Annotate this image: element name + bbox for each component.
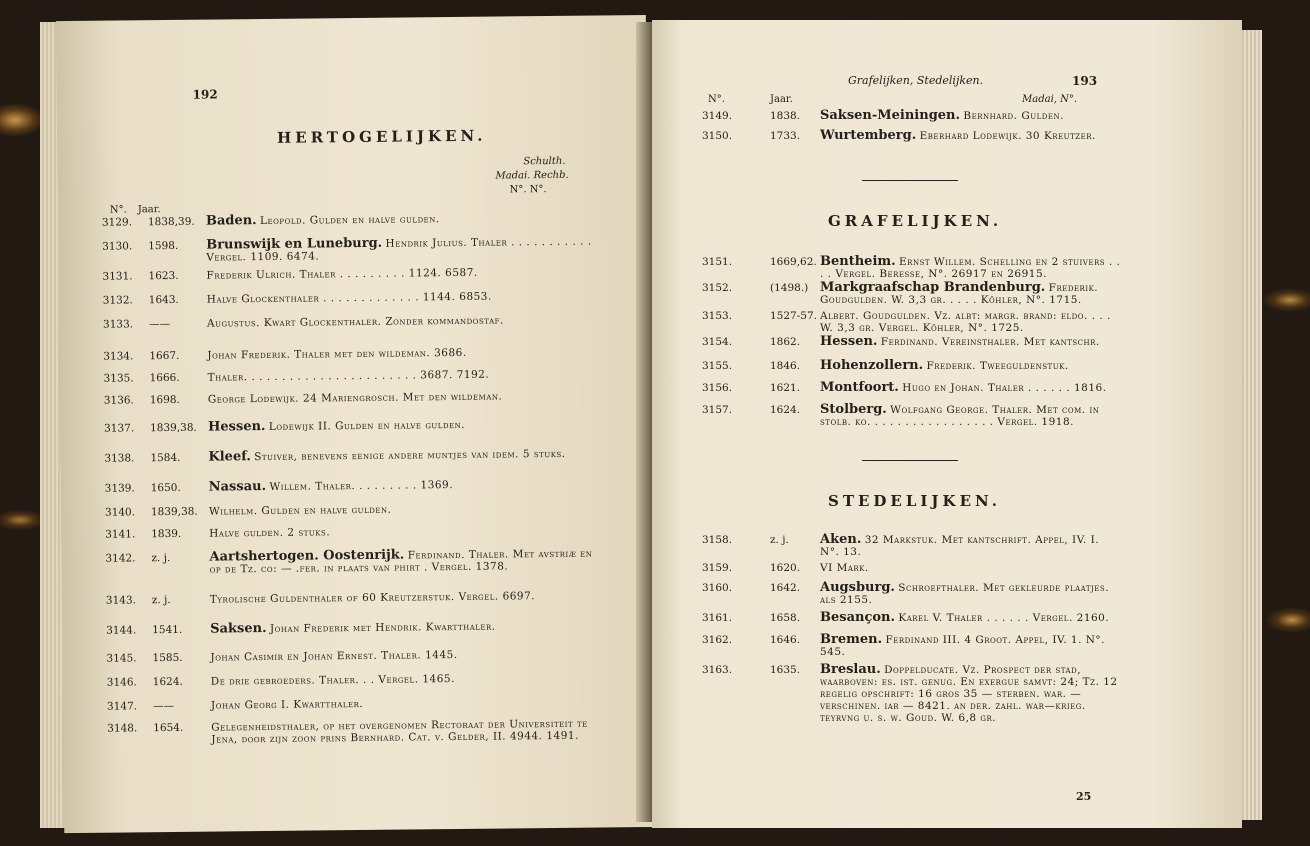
entry-year: 1839,38. <box>150 505 198 519</box>
entry-name: Augsburg. <box>820 580 895 595</box>
entry-description: Leopold. Gulden en halve gulden. <box>259 213 440 228</box>
page-number: 193 <box>1072 74 1098 88</box>
entry-name: Kleef. <box>208 449 251 465</box>
entry-year: 1643. <box>148 293 179 307</box>
entry-year: —— <box>148 317 171 331</box>
catalogue-entry <box>106 695 607 713</box>
entry-year: 1654. <box>153 721 184 735</box>
entry-year: 1658. <box>770 612 801 624</box>
entry-year: (1498.) <box>770 282 809 294</box>
catalogue-entry <box>106 671 607 689</box>
entry-year: 1584. <box>150 451 181 465</box>
entry-name: Nassau. <box>208 478 267 495</box>
entry-number: 3151. <box>702 256 733 268</box>
catalogue-entry <box>102 313 603 331</box>
entry-number: 3142. <box>105 552 136 565</box>
catalogue-entry <box>102 289 603 307</box>
entry-year: 1541. <box>152 623 183 637</box>
entry-description: Johan Georg I. Kwartthaler. <box>210 697 364 712</box>
entry-name: Stolberg. <box>820 402 887 417</box>
entry-year: z. j. <box>770 534 789 546</box>
entry-description: Ferdinand III. 4 Groot. Appel, IV. 1. N°. 545. <box>820 634 1106 658</box>
catalogue-entry <box>107 717 607 746</box>
right-page <box>652 20 1242 828</box>
entry-name: Baden. <box>205 213 257 229</box>
entry-year: 1838. <box>770 110 801 122</box>
catalogue-entry <box>106 647 606 665</box>
entry-number: 3145. <box>106 652 137 665</box>
entry-year: 1838,39. <box>147 215 195 229</box>
column-header-year: Jaar. <box>137 204 161 216</box>
entry-year: 1585. <box>152 651 183 665</box>
entry-number: 3161. <box>702 612 733 624</box>
entry-year: 1698. <box>149 393 180 407</box>
entry-description: Karel V. Thaler . . . . . . Vergel. 2160. <box>898 612 1110 624</box>
signature-mark: 25 <box>1076 790 1092 803</box>
column-header-madai: Madai, N°. <box>1022 94 1078 105</box>
section-divider <box>862 460 958 461</box>
entry-year: 1635. <box>770 664 801 676</box>
entry-name: Aken. <box>820 532 862 547</box>
entry-number: 3144. <box>106 624 137 637</box>
entry-name: Bentheim. <box>820 254 896 269</box>
catalogue-entry <box>103 367 604 385</box>
entry-name: Aartshertogen. Oostenrijk. <box>209 547 405 565</box>
entry-name: Hohenzollern. <box>820 358 924 373</box>
entry-name: Breslau. <box>820 662 881 677</box>
entry-description: Johan Frederik met Hendrik. Kwartthaler. <box>269 620 496 635</box>
catalogue-entry <box>104 417 604 435</box>
entry-number: 3159. <box>702 562 733 574</box>
entry-name: Hessen. <box>208 418 266 435</box>
page-title: HERTOGELIJKEN. <box>276 126 487 147</box>
catalogue-entry <box>104 501 605 519</box>
entry-number: 3160. <box>702 582 733 594</box>
entry-name: Wurtemberg. <box>820 128 917 143</box>
entry-description: Willem. Thaler. . . . . . . . . 1369. <box>269 479 454 493</box>
entry-year: 1667. <box>149 349 180 363</box>
column-header-numbers: N°. N°. <box>509 184 547 196</box>
entry-number: 3133. <box>102 318 134 331</box>
entry-description: Schroefthaler. Met gekleurde plaatjes. als 2155. <box>820 582 1110 606</box>
catalogue-entry <box>102 235 602 264</box>
catalogue-entry <box>106 619 606 637</box>
entry-year: —— <box>152 699 175 713</box>
entry-year: 1669,62. <box>770 256 817 268</box>
entry-number: 3137. <box>104 422 135 435</box>
entry-year: 1620. <box>770 562 801 574</box>
entry-name: Markgraafschap Brandenburg. <box>820 280 1046 295</box>
entry-year: 1846. <box>770 360 801 372</box>
running-head: Grafelijken, Stedelijken. <box>848 74 984 87</box>
entry-number: 3162. <box>702 634 733 646</box>
entry-description: Wilhelm. Gulden en halve gulden. <box>208 503 392 518</box>
entry-year: 1527-57. <box>770 310 817 322</box>
entry-description: Frederik. Goudgulden. W. 3,3 gr. . . . . Köhler, N°. 1715. <box>820 282 1099 306</box>
catalogue-entry <box>102 265 602 283</box>
entry-description: Lodewijk II. Gulden en halve gulden. <box>268 418 466 433</box>
entry-number: 3146. <box>106 676 137 689</box>
entry-name: Saksen-Meiningen. <box>820 108 961 123</box>
entry-number: 3129. <box>101 216 133 229</box>
entry-description: Tyrolische Guldenthaler of 60 Kreutzerstuk. Vergel. 6697. <box>209 590 536 606</box>
column-header-year: Jaar. <box>770 94 793 105</box>
catalogue-entry <box>105 589 606 607</box>
catalogue-entry <box>105 523 605 541</box>
entry-description: Frederik Ulrich. Thaler . . . . . . . . . 1124. 6587. <box>206 266 478 282</box>
catalogue-entry <box>103 345 603 363</box>
entry-name: Montfoort. <box>820 380 899 395</box>
entry-number: 3131. <box>102 270 133 283</box>
entry-year: 1733. <box>770 130 801 142</box>
entry-number: 3157. <box>702 404 733 416</box>
entry-number: 3135. <box>103 372 134 385</box>
catalogue-entry <box>101 211 602 229</box>
entry-year: 1642. <box>770 582 801 594</box>
column-header-madai: Madai. Rechb. <box>495 169 569 182</box>
entry-year: 1646. <box>770 634 801 646</box>
entry-description: Johan Frederik. Thaler met den wildeman. 3686. <box>207 346 467 362</box>
entry-description: Halve gulden. 2 stuks. <box>209 526 331 540</box>
entry-description: Hendrik Julius. Thaler . . . . . . . . . . . Vergel. 1109. 6474. <box>206 235 592 264</box>
entry-number: 3155. <box>702 360 733 372</box>
entry-number: 3154. <box>702 336 733 348</box>
entry-number: 3134. <box>103 350 134 363</box>
entry-description: Ferdinand. Thaler. Met avstriæ en op de Tz. co: — .fer. in plaats van phirt . Vergel. 1378. <box>209 547 593 576</box>
entry-description: Augustus. Kwart Glockenthaler. Zonder kommandostaf. <box>206 314 504 330</box>
entry-number: 3140. <box>104 506 136 519</box>
entry-number: 3158. <box>702 534 733 546</box>
entry-number: 3141. <box>105 528 136 541</box>
entry-name: Hessen. <box>820 334 878 349</box>
entry-year: 1666. <box>149 371 180 385</box>
section-title-grafelijken: GRAFELIJKEN. <box>828 212 1003 230</box>
entry-number: 3149. <box>702 110 733 122</box>
entry-description: Halve Glockenthaler . . . . . . . . . . . . . 1144. 6853. <box>206 290 492 306</box>
entry-description: Wolfgang George. Thaler. Met com. in stolb. ko. . . . . . . . . . . . . . . . . Vergel. 1918. <box>820 404 1100 428</box>
entry-description: Ernst Willem. Schelling en 2 stuivers . . . . Vergel. Beresse, N°. 26917 en 26915. <box>820 256 1121 280</box>
entry-year: 1621. <box>770 382 801 394</box>
entry-name: Besançon. <box>820 610 896 625</box>
entry-year: 1839,38. <box>150 421 197 435</box>
entry-number: 3130. <box>102 240 133 253</box>
entry-name: Brunswijk en Luneburg. <box>206 235 383 253</box>
entry-description: Doppelducate. Vz. Prospect der stad, waarboven: es. ist. genug. En exergue samvt: 24; Tz. 12 regelig opschrift: 16 gros 35 — sterben. war. — verschinen. iar — 8421. an der. zahl. war—krieg. teyrvng u. s. w. Goud. W. 6,8 gr. <box>820 664 1118 724</box>
entry-name: Saksen. <box>210 620 267 637</box>
entry-description: VI Mark. <box>820 562 869 574</box>
entry-number: 3150. <box>702 130 733 142</box>
entry-number: 3152. <box>702 282 733 294</box>
entry-description: De drie gebroeders. Thaler. . . Vergel. 1465. <box>210 673 455 688</box>
entry-year: z. j. <box>151 551 171 565</box>
catalogue-entry <box>104 447 604 465</box>
entry-year: 1862. <box>770 336 801 348</box>
catalogue-entry <box>105 547 605 576</box>
catalogue-entry <box>104 477 605 495</box>
entry-number: 3147. <box>106 700 138 713</box>
entry-description: George Lodewijk. 24 Mariengrosch. Met den wildeman. <box>207 390 503 406</box>
entry-year: 1623. <box>148 269 179 283</box>
entry-year: z. j. <box>151 593 171 607</box>
entry-description: 32 Markstuk. Met kantschrift. Appel, IV. I. N°. 13. <box>820 534 1100 558</box>
entry-number: 3139. <box>104 482 135 495</box>
entry-number: 3132. <box>102 294 133 307</box>
page-number: 192 <box>192 87 218 102</box>
entry-year: 1624. <box>152 675 183 689</box>
entry-year: 1598. <box>148 239 179 253</box>
entry-name: Bremen. <box>820 632 883 647</box>
entry-number: 3143. <box>105 594 137 607</box>
entry-number: 3156. <box>702 382 733 394</box>
section-title-stedelijken: STEDELIJKEN. <box>828 492 1001 510</box>
entry-description: Stuiver, benevens eenige andere muntjes van idem. 5 stuks. <box>254 447 566 464</box>
entry-description: Albert. Goudgulden. Vz. albt: margr. brand: eldo. . . . W. 3,3 gr. Vergel. Köhler, N°. 1725. <box>820 310 1111 334</box>
entry-number: 3148. <box>107 722 138 735</box>
column-header-schulth: Schulth. <box>523 155 566 168</box>
entry-description: Frederik. Tweeguldenstuk. <box>926 360 1069 372</box>
entry-description: Ferdinand. Vereinsthaler. Met kantschr. <box>880 336 1100 348</box>
column-header-no: N°. <box>708 94 725 105</box>
entry-year: 1650. <box>150 481 181 495</box>
entry-description: Hugo en Johan. Thaler . . . . . . 1816. <box>902 382 1107 394</box>
column-header-no: N°. <box>109 204 127 216</box>
entry-description: Gelegenheidsthaler, op het overgenomen Rectoraat der Universiteit te Jena, door zijn zoon prins Bernhard. Cat. v. Gelder, II. 4944. 1491. <box>211 717 588 746</box>
entry-description: Johan Casimir en Johan Ernest. Thaler. 1445. <box>210 648 458 664</box>
left-page <box>56 15 654 833</box>
entry-number: 3153. <box>702 310 733 322</box>
entry-number: 3138. <box>104 452 135 465</box>
entry-number: 3136. <box>103 394 134 407</box>
entry-description: Eberhard Lodewijk. 30 Kreutzer. <box>919 130 1096 142</box>
entry-description: Thaler. . . . . . . . . . . . . . . . . . . . . . . 3687. 7192. <box>207 368 490 384</box>
entry-number: 3163. <box>702 664 733 676</box>
entry-year: 1624. <box>770 404 801 416</box>
catalogue-entry <box>103 389 604 407</box>
section-divider <box>862 180 958 181</box>
entry-description: Bernhard. Gulden. <box>963 110 1064 122</box>
entry-year: 1839. <box>151 527 182 541</box>
